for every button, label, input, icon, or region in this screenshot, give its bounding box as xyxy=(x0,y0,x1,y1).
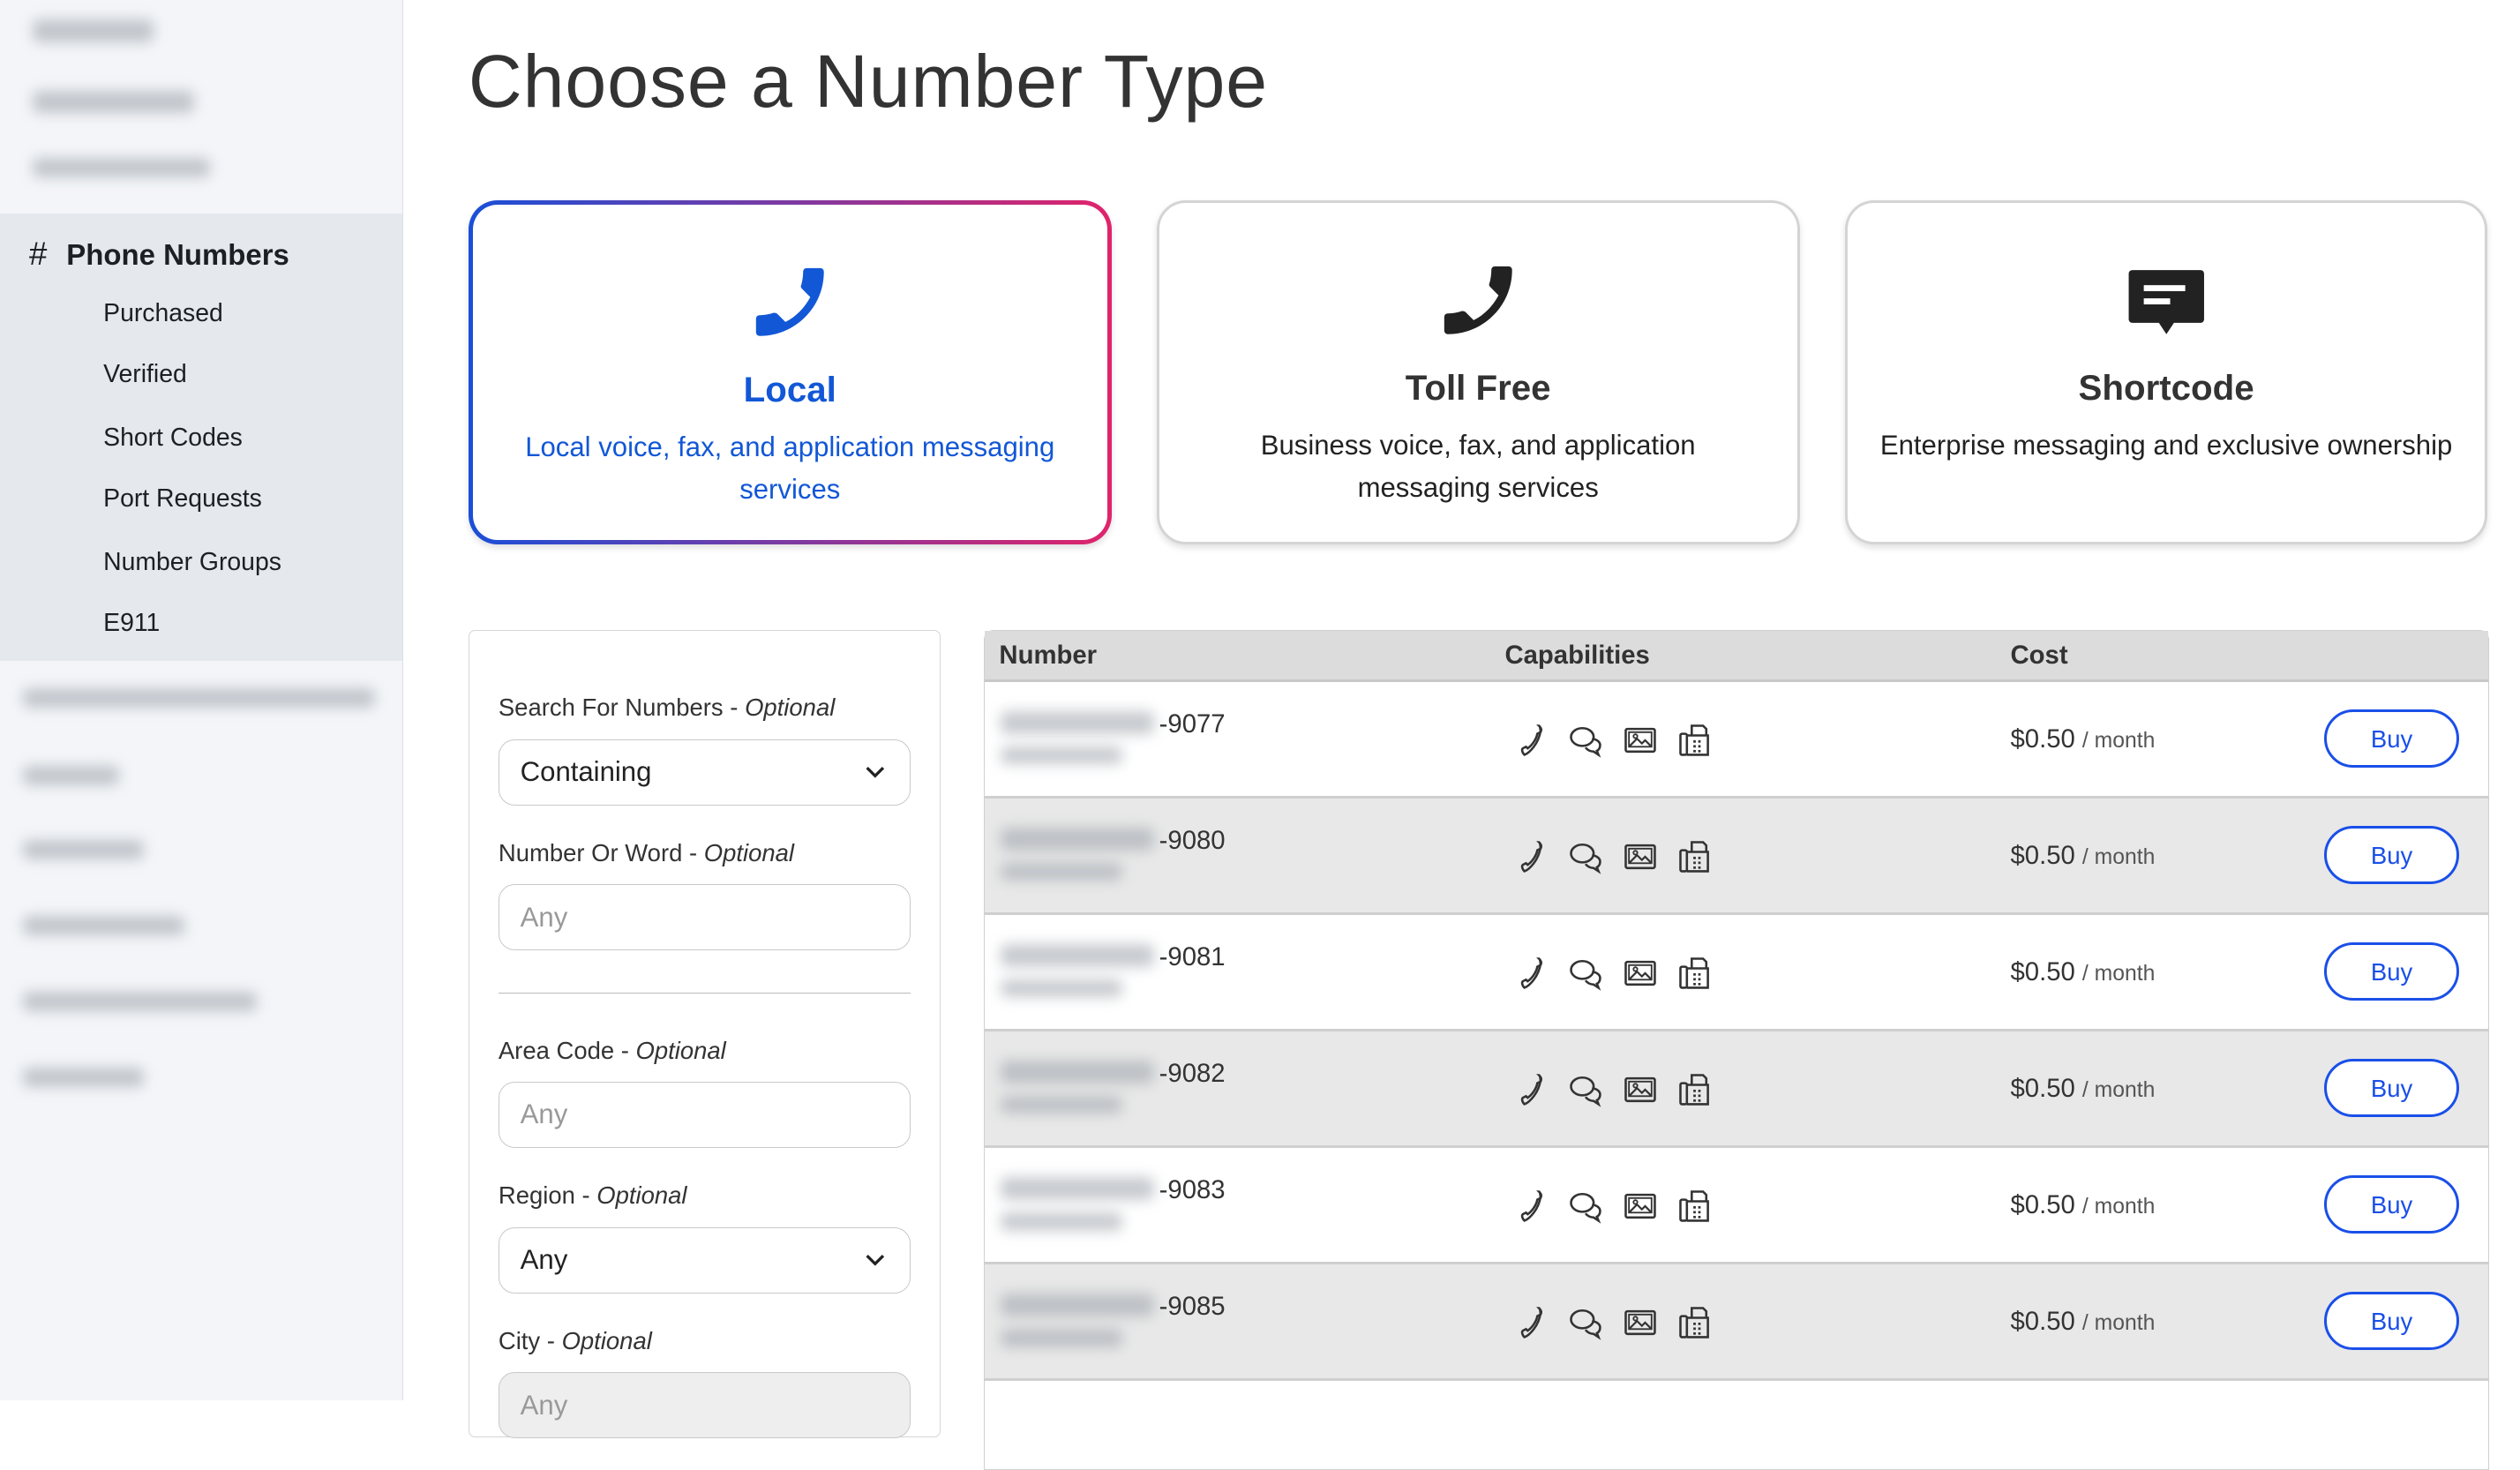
cost: $0.50 / month xyxy=(2010,1073,2156,1103)
mms-icon xyxy=(1621,721,1660,760)
fax-icon xyxy=(1676,1303,1714,1342)
mms-icon xyxy=(1621,1187,1660,1226)
table-row xyxy=(985,1264,2488,1381)
table-header xyxy=(985,631,2488,682)
voice-icon xyxy=(1511,1303,1550,1342)
header-number: Number xyxy=(999,640,1098,670)
city-input[interactable]: Any xyxy=(499,1372,911,1438)
redacted-nav-item[interactable] xyxy=(23,916,184,935)
number-suffix: -9077 xyxy=(1159,709,1226,739)
header-cost: Cost xyxy=(2010,640,2068,670)
sms-icon xyxy=(1566,721,1605,760)
card-toll-free[interactable] xyxy=(1157,200,1800,544)
area-code-input[interactable]: Any xyxy=(499,1082,911,1148)
card-description: Business voice, fax, and application messaging services xyxy=(1260,430,1696,503)
voice-icon xyxy=(1511,954,1550,993)
capabilities xyxy=(1511,954,1715,993)
card-shortcode[interactable] xyxy=(1845,200,2488,544)
card-title: Shortcode xyxy=(2078,367,2254,408)
redacted-nav-item[interactable] xyxy=(23,688,375,708)
redacted-location xyxy=(1001,1212,1121,1230)
redacted-location xyxy=(1001,1329,1121,1346)
sidebar-item-verified[interactable]: Verified xyxy=(103,360,187,389)
search-label: Search For Numbers - Optional xyxy=(498,694,836,722)
chevron-down-icon xyxy=(864,1248,887,1271)
page-title: Choose a Number Type xyxy=(468,39,1268,123)
redacted-location xyxy=(1001,979,1121,997)
buy-button[interactable]: Buy xyxy=(2324,1059,2460,1117)
sidebar xyxy=(0,0,403,1400)
card-title: Toll Free xyxy=(1405,367,1551,408)
fax-icon xyxy=(1676,1070,1714,1109)
card-description: Local voice, fax, and application messaging services xyxy=(525,431,1055,505)
redacted-nav-item[interactable] xyxy=(23,840,144,859)
redacted-nav-item[interactable] xyxy=(33,91,194,114)
number-or-word-input[interactable]: Any xyxy=(499,884,911,950)
table-row xyxy=(985,1031,2488,1148)
cost: $0.50 / month xyxy=(2010,1306,2156,1336)
mms-icon xyxy=(1621,954,1660,993)
redacted-number-prefix xyxy=(1001,1061,1154,1084)
region-label: Region - Optional xyxy=(498,1181,687,1210)
cost: $0.50 / month xyxy=(2010,1189,2156,1219)
fax-icon xyxy=(1676,721,1714,760)
redacted-number-prefix xyxy=(1001,1294,1154,1316)
voice-icon xyxy=(1511,1070,1550,1109)
number-or-word-label: Number Or Word - Optional xyxy=(498,839,795,867)
region-select[interactable]: Any xyxy=(499,1227,911,1294)
sms-icon xyxy=(1566,1187,1605,1226)
number-suffix: -9085 xyxy=(1159,1292,1226,1322)
card-title: Local xyxy=(743,369,836,409)
redacted-location xyxy=(1001,863,1121,881)
sidebar-item-short-codes[interactable]: Short Codes xyxy=(103,423,243,452)
table-row xyxy=(985,682,2488,799)
buy-button[interactable]: Buy xyxy=(2324,709,2460,768)
table-row xyxy=(985,799,2488,915)
voice-icon xyxy=(1511,721,1550,760)
number-suffix: -9081 xyxy=(1159,942,1226,972)
redacted-nav-item[interactable] xyxy=(23,992,257,1011)
capabilities xyxy=(1511,1070,1715,1109)
buy-button[interactable]: Buy xyxy=(2324,942,2460,1001)
redacted-nav-item[interactable] xyxy=(23,1068,144,1087)
cost: $0.50 / month xyxy=(2010,840,2156,870)
city-label: City - Optional xyxy=(498,1327,652,1355)
sidebar-item-e911[interactable]: E911 xyxy=(103,609,161,638)
buy-button[interactable]: Buy xyxy=(2324,1175,2460,1234)
cost: $0.50 / month xyxy=(2010,956,2156,986)
redacted-location xyxy=(1001,746,1121,764)
buy-button[interactable]: Buy xyxy=(2324,826,2460,884)
redacted-location xyxy=(1001,1096,1121,1114)
sms-icon xyxy=(1566,837,1605,876)
redacted-number-prefix xyxy=(1001,828,1154,851)
hash-icon: # xyxy=(28,236,48,273)
phone-icon xyxy=(1159,255,1797,349)
fax-icon xyxy=(1676,837,1714,876)
capabilities xyxy=(1511,837,1715,876)
mms-icon xyxy=(1621,1303,1660,1342)
phone-icon xyxy=(473,257,1107,350)
capabilities xyxy=(1511,1187,1715,1226)
redacted-nav-item[interactable] xyxy=(23,766,120,785)
card-local[interactable] xyxy=(469,200,1112,544)
sms-icon xyxy=(1566,954,1605,993)
sidebar-group-phone-numbers[interactable] xyxy=(29,236,289,273)
sidebar-item-port-requests[interactable]: Port Requests xyxy=(103,484,262,514)
fax-icon xyxy=(1676,954,1714,993)
sms-icon xyxy=(1566,1303,1605,1342)
chevron-down-icon xyxy=(864,760,887,783)
group-title-label: Phone Numbers xyxy=(66,238,289,272)
search-type-select[interactable]: Containing xyxy=(499,739,911,806)
table-row xyxy=(985,915,2488,1031)
number-suffix: -9082 xyxy=(1159,1059,1226,1089)
sidebar-item-number-groups[interactable]: Number Groups xyxy=(103,547,281,576)
search-filters-panel xyxy=(469,630,941,1437)
numbers-table xyxy=(984,630,2489,1470)
cost: $0.50 / month xyxy=(2010,724,2156,754)
redacted-number-prefix xyxy=(1001,944,1154,967)
buy-button[interactable]: Buy xyxy=(2324,1292,2460,1350)
number-suffix: -9080 xyxy=(1159,826,1226,856)
card-description: Enterprise messaging and exclusive ownership xyxy=(1879,430,2453,461)
divider xyxy=(499,993,911,994)
sms-icon xyxy=(1566,1070,1605,1109)
redacted-nav-item[interactable] xyxy=(33,19,154,42)
redacted-nav-item[interactable] xyxy=(33,158,210,177)
number-suffix: -9083 xyxy=(1159,1175,1226,1205)
redacted-number-prefix xyxy=(1001,711,1154,734)
fax-icon xyxy=(1676,1187,1714,1226)
area-code-label: Area Code - Optional xyxy=(498,1036,726,1064)
capabilities xyxy=(1511,1303,1715,1342)
mms-icon xyxy=(1621,837,1660,876)
voice-icon xyxy=(1511,837,1550,876)
table-row xyxy=(985,1148,2488,1264)
sidebar-item-purchased[interactable]: Purchased xyxy=(103,298,223,327)
capabilities xyxy=(1511,721,1715,760)
header-capabilities: Capabilities xyxy=(1504,640,1650,670)
message-icon xyxy=(1848,255,2486,349)
mms-icon xyxy=(1621,1070,1660,1109)
voice-icon xyxy=(1511,1187,1550,1226)
redacted-number-prefix xyxy=(1001,1177,1154,1200)
